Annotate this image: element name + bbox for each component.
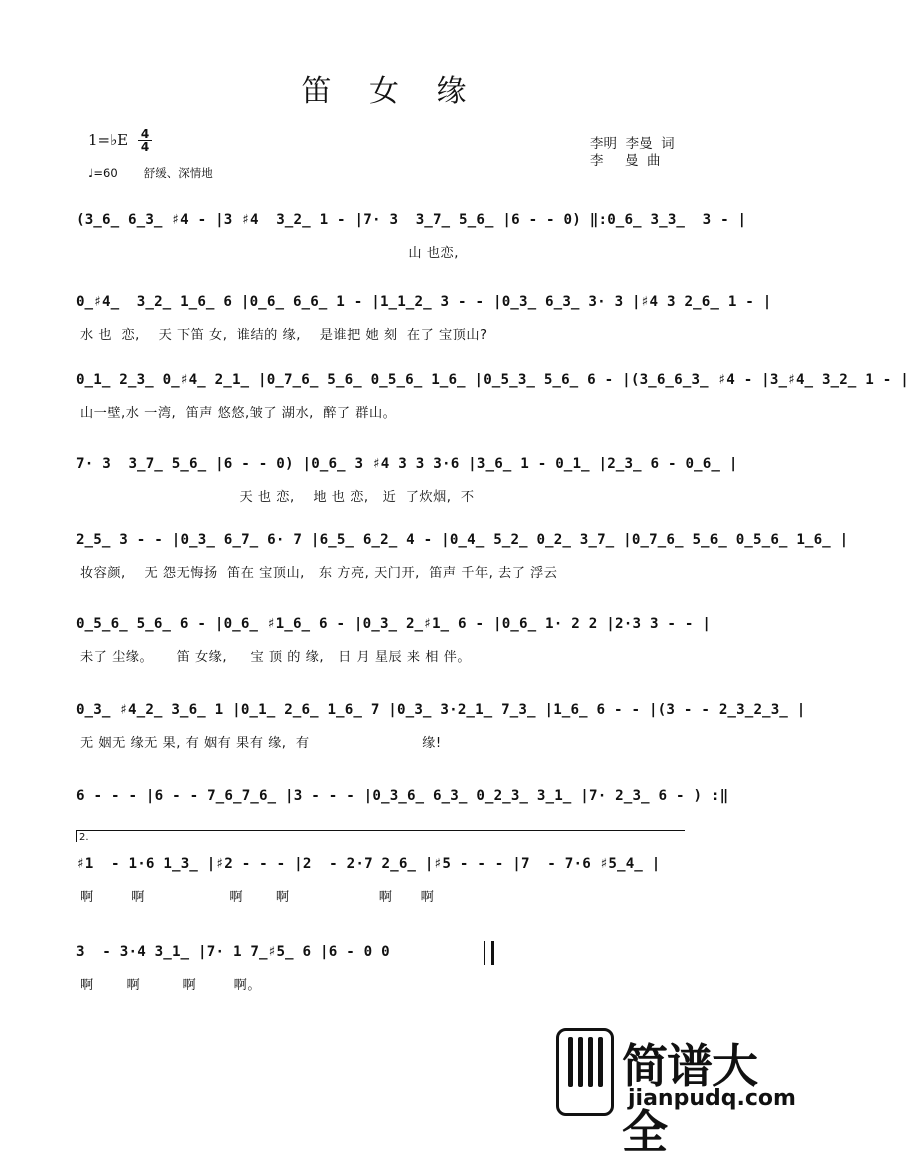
piano-keys-icon xyxy=(556,1028,614,1116)
notation-line: 6 - - - |6 - - 7̲6̲7̲6̲ |3 - - - |0̲3̲6̲ 6̲3̲ 0̲2̲3̲ 3̲1̲ |7· 2̲3̲ 6 - ) :‖ xyxy=(76,788,729,804)
final-barline xyxy=(484,941,494,965)
score-system-7 xyxy=(0,702,806,772)
tempo-marking xyxy=(88,165,213,181)
lyricist-credit: 李明 李曼 词 xyxy=(590,136,675,152)
site-logo xyxy=(556,1028,796,1159)
logo-url: jianpudq.com xyxy=(628,1086,796,1111)
tempo-value: ♩=60 xyxy=(88,166,118,180)
logo-name: 简谱大全 xyxy=(622,1039,757,1159)
score-system-5 xyxy=(0,532,849,602)
score-system-4 xyxy=(0,456,782,526)
time-signature-top: 4 xyxy=(140,127,150,141)
score-system-6 xyxy=(0,616,782,686)
lyrics-line: 无 姻无 缘无 果, 有 姻有 果有 缘, 有 缘! xyxy=(80,736,442,751)
notation-line: 0̲3̲ ♯4̲2̲ 3̲6̲ 1 |0̲1̲ 2̲6̲ 1̲6̲ 7 |0̲3̲ 3·2̲1̲ 7̲3̲ |1̲6̲ 6 - - |(3 - - 2̲3̲2̲3̲ | xyxy=(76,702,806,718)
notation-line: 0̲1̲ 2̲3̲ 0̲♯4̲ 2̲1̲ |0̲7̲6̲ 5̲6̲ 0̲5̲6̲ 1̲6̲ |0̲5̲3̲ 5̲6̲ 6 - |(3̲6̲6̲3̲ ♯4 - |3̲♯4̲ 3̲2̲ 1 - | xyxy=(76,372,909,388)
notation-line: 2̲5̲ 3 - - |0̲3̲ 6̲7̲ 6· 7 |6̲5̲ 6̲2̲ 4 - |0̲4̲ 5̲2̲ 0̲2̲ 3̲7̲ |0̲7̲6̲ 5̲6̲ 0̲5̲6̲ 1̲6̲ | xyxy=(76,532,849,548)
lyrics-line: 啊 啊 啊 啊 啊 啊 xyxy=(80,890,435,905)
lyrics-line: 天 也 恋, 地 也 恋, 近 了炊烟, 不 xyxy=(80,490,475,505)
composer-credit: 李 曼 曲 xyxy=(590,153,661,169)
expression-marking: 舒缓、深情地 xyxy=(143,166,213,180)
score-system-1 xyxy=(0,212,782,282)
lyrics-line: 未了 尘缘。 笛 女缘, 宝 顶 的 缘, 日 月 星辰 来 相 伴。 xyxy=(80,650,472,665)
second-ending-bracket: 2. xyxy=(76,830,685,842)
lyrics-line: 山一壁,水 一湾, 笛声 悠悠,皱了 湖水, 醉了 群山。 xyxy=(80,406,397,421)
notation-line: 0̲♯4̲ 3̲2̲ 1̲6̲ 6 |0̲6̲ 6̲6̲ 1 - |1̲1̲2̲ 3 - - |0̲3̲ 6̲3̲ 3· 3 |♯4 3 2̲6̲ 1 - | xyxy=(76,294,772,310)
score-system-10 xyxy=(0,944,782,1014)
lyrics-line: 啊 啊 啊 啊。 xyxy=(80,978,262,993)
key-signature: 1=♭E xyxy=(88,131,129,149)
notation-line: ♯1 - 1·6 1̲3̲ |♯2 - - - |2 - 2·7 2̲6̲ |♯5 - - - |7 - 7·6 ♯5̲4̲ | xyxy=(76,856,661,872)
lyrics-line: 妆容颜, 无 怨无悔扬 笛在 宝顶山, 东 方亮, 天门开, 笛声 千年, 去了 浮云 xyxy=(80,566,558,581)
notation-line: 0̲5̲6̲ 5̲6̲ 6 - |0̲6̲ ♯1̲6̲ 6 - |0̲3̲ 2̲♯1̲ 6 - |0̲6̲ 1· 2 2 |2·3 3 - - | xyxy=(76,616,712,632)
credits xyxy=(590,136,675,170)
lyrics-line: 山 也恋, xyxy=(80,246,459,261)
score-system-8 xyxy=(0,788,782,858)
score-system-2 xyxy=(0,294,782,364)
notation-line: 3 - 3·4 3̲1̲ |7· 1 7̲♯5̲ 6 |6 - 0 0 xyxy=(76,944,390,960)
notation-line: (3̲6̲ 6̲3̲ ♯4 - |3 ♯4 3̲2̲ 1 - |7· 3 3̲7̲ 5̲6̲ |6 - - 0) ‖:0̲6̲ 3̲3̲ 3 - | xyxy=(76,212,747,228)
time-signature-bottom: 4 xyxy=(138,140,152,153)
lyrics-line: 水 也 恋, 天 下笛 女, 谁结的 缘, 是谁把 她 刻 在了 宝顶山? xyxy=(80,328,488,343)
score-system-3 xyxy=(0,372,909,442)
time-signature xyxy=(138,128,152,153)
notation-line: 7· 3 3̲7̲ 5̲6̲ |6 - - 0) |0̲6̲ 3 ♯4 3 3 3·6 |3̲6̲ 1 - 0̲1̲ |2̲3̲ 6 - 0̲6̲ | xyxy=(76,456,738,472)
score-system-9 xyxy=(0,856,782,926)
song-title: 笛 女 缘 xyxy=(301,74,481,109)
